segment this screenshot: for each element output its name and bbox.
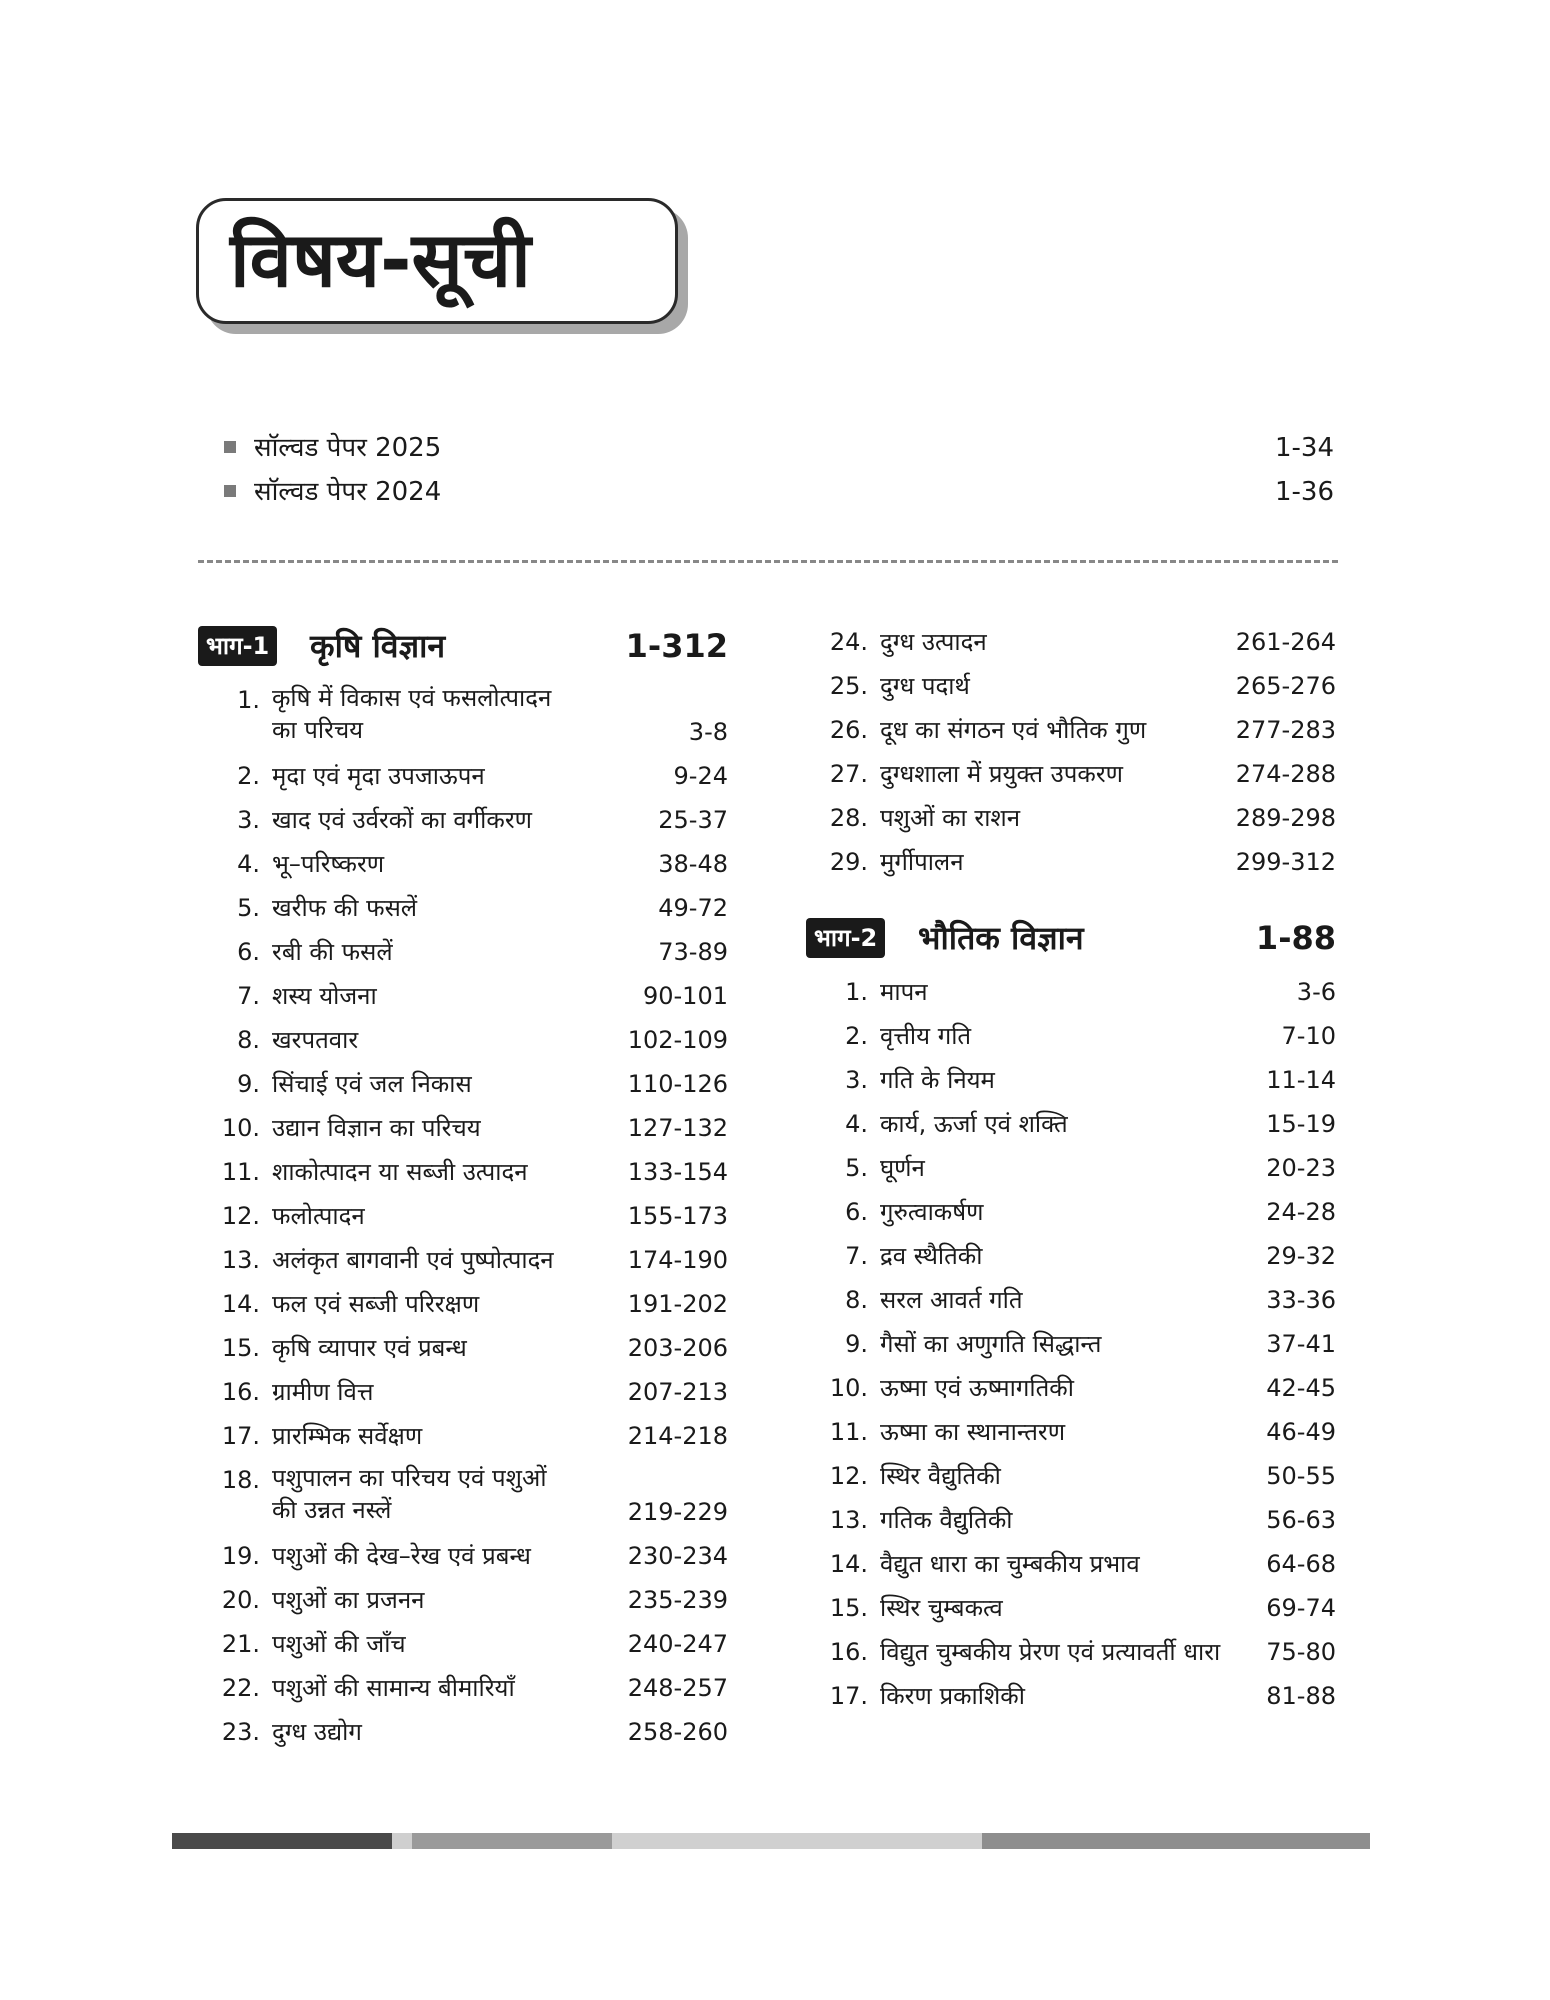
- chapter-pages: 33-36: [1266, 1286, 1336, 1314]
- chapter-title: किरण प्रकाशिकी: [880, 1682, 1025, 1710]
- part-2-chapter-list: [806, 970, 1336, 1718]
- chapter-pages: 46-49: [1266, 1418, 1336, 1446]
- chapter-row[interactable]: [806, 1498, 1336, 1542]
- chapter-pages: 3-8: [688, 718, 728, 746]
- chapter-row[interactable]: [198, 1062, 728, 1106]
- chapter-title: स्थिर चुम्बकत्व: [880, 1594, 1003, 1622]
- chapter-title: मापन: [880, 978, 928, 1006]
- chapter-row[interactable]: [806, 1146, 1336, 1190]
- chapter-title: कृषि व्यापार एवं प्रबन्ध: [272, 1334, 467, 1362]
- chapter-row[interactable]: [806, 1366, 1336, 1410]
- chapter-title: मुर्गीपालन: [880, 848, 964, 876]
- chapter-pages: 37-41: [1266, 1330, 1336, 1358]
- chapter-pages: 191-202: [627, 1290, 728, 1318]
- chapter-row[interactable]: [198, 1534, 728, 1578]
- chapter-pages: 127-132: [627, 1114, 728, 1142]
- chapter-title-line: पशुपालन का परिचय एवं पशुओं: [272, 1464, 547, 1492]
- chapter-pages: 3-6: [1296, 978, 1336, 1006]
- chapter-row[interactable]: [198, 1282, 728, 1326]
- solved-paper-label: सॉल्वड पेपर 2025: [254, 433, 442, 463]
- chapter-row[interactable]: [198, 1106, 728, 1150]
- chapter-pages: 90-101: [642, 982, 728, 1010]
- chapter-pages: 69-74: [1266, 1594, 1336, 1622]
- chapter-pages: 207-213: [627, 1378, 728, 1406]
- chapter-row[interactable]: [806, 752, 1336, 796]
- chapter-title: दुग्धशाला में प्रयुक्त उपकरण: [880, 760, 1124, 788]
- chapter-pages: 38-48: [658, 850, 728, 878]
- chapter-row[interactable]: [806, 1278, 1336, 1322]
- chapter-number: 14.: [221, 1290, 260, 1318]
- chapter-number: 8.: [845, 1286, 868, 1314]
- chapter-pages: 230-234: [627, 1542, 728, 1570]
- chapter-pages: 219-229: [627, 1498, 728, 1526]
- chapter-title: दुग्ध उद्योग: [272, 1718, 362, 1746]
- chapter-title: खाद एवं उर्वरकों का वर्गीकरण: [272, 806, 533, 834]
- chapter-pages: 289-298: [1235, 804, 1336, 832]
- solved-paper-row[interactable]: [224, 426, 1334, 470]
- chapter-title: प्रारम्भिक सर्वेक्षण: [272, 1422, 423, 1450]
- chapter-number: 6.: [845, 1198, 868, 1226]
- chapter-number: 16.: [829, 1638, 868, 1666]
- chapter-row[interactable]: [806, 1586, 1336, 1630]
- chapter-title: गैसों का अणुगति सिद्धान्त: [880, 1330, 1102, 1358]
- chapter-row[interactable]: [198, 974, 728, 1018]
- solved-paper-pages: 1-36: [1274, 477, 1334, 507]
- solved-paper-label: सॉल्वड पेपर 2024: [254, 477, 442, 507]
- chapter-pages: 9-24: [673, 762, 728, 790]
- chapter-pages: 20-23: [1266, 1154, 1336, 1182]
- chapter-pages: 277-283: [1235, 716, 1336, 744]
- chapter-title: गतिक वैद्युतिकी: [880, 1506, 1013, 1534]
- chapter-number: 10.: [829, 1374, 868, 1402]
- chapter-title: दुग्ध उत्पादन: [880, 628, 987, 656]
- dashed-divider: [198, 560, 1338, 563]
- chapter-row[interactable]: [806, 1058, 1336, 1102]
- chapter-number: 4.: [237, 850, 260, 878]
- chapter-pages: 50-55: [1266, 1462, 1336, 1490]
- chapter-pages: 248-257: [627, 1674, 728, 1702]
- square-bullet-icon: [224, 485, 236, 497]
- chapter-pages: 24-28: [1266, 1198, 1336, 1226]
- chapter-number: 1.: [845, 978, 868, 1006]
- footer-bar-segment: [392, 1833, 412, 1849]
- chapter-row[interactable]: [198, 1666, 728, 1710]
- chapter-row[interactable]: [198, 1710, 728, 1754]
- chapter-title: पशुओं का प्रजनन: [272, 1586, 425, 1614]
- chapter-title: स्थिर वैद्युतिकी: [880, 1462, 1001, 1490]
- chapter-number: 20.: [221, 1586, 260, 1614]
- chapter-title: सिंचाई एवं जल निकास: [272, 1070, 472, 1098]
- chapter-row[interactable]: [198, 1018, 728, 1062]
- chapter-pages: 155-173: [627, 1202, 728, 1230]
- footer-bar-segment: [612, 1833, 982, 1849]
- solved-paper-row[interactable]: [224, 470, 1334, 514]
- chapter-row[interactable]: [198, 1622, 728, 1666]
- chapter-number: 25.: [829, 672, 868, 700]
- chapter-pages: 64-68: [1266, 1550, 1336, 1578]
- chapter-number: 10.: [221, 1114, 260, 1142]
- chapter-row[interactable]: [806, 796, 1336, 840]
- chapter-title: वृत्तीय गति: [880, 1022, 972, 1050]
- chapter-number: 12.: [829, 1462, 868, 1490]
- chapter-number: 7.: [237, 982, 260, 1010]
- chapter-number: 17.: [829, 1682, 868, 1710]
- chapter-row[interactable]: [806, 1454, 1336, 1498]
- chapter-number: 23.: [221, 1718, 260, 1746]
- chapter-number: 22.: [221, 1674, 260, 1702]
- chapter-row[interactable]: [198, 798, 728, 842]
- chapter-row[interactable]: [198, 930, 728, 974]
- chapter-title-line: की उन्नत नस्लें: [272, 1496, 392, 1524]
- chapter-row[interactable]: [806, 1322, 1336, 1366]
- chapter-pages: 110-126: [627, 1070, 728, 1098]
- chapter-pages: 7-10: [1281, 1022, 1336, 1050]
- chapter-number: 11.: [829, 1418, 868, 1446]
- chapter-title: गुरुत्वाकर्षण: [880, 1198, 984, 1226]
- chapter-title: फलोत्पादन: [272, 1202, 365, 1230]
- chapter-pages: 75-80: [1266, 1638, 1336, 1666]
- chapter-title: दूध का संगठन एवं भौतिक गुण: [880, 716, 1147, 744]
- chapter-title-line: कृषि में विकास एवं फसलोत्पादन: [272, 684, 552, 712]
- chapter-pages: 25-37: [658, 806, 728, 834]
- chapter-number: 5.: [237, 894, 260, 922]
- chapter-row[interactable]: [198, 1150, 728, 1194]
- chapter-pages: 274-288: [1235, 760, 1336, 788]
- chapter-row[interactable]: [806, 1234, 1336, 1278]
- chapter-pages: 102-109: [627, 1026, 728, 1054]
- chapter-title: घूर्णन: [880, 1154, 925, 1182]
- part-1-header[interactable]: [198, 620, 728, 678]
- chapter-number: 2.: [845, 1022, 868, 1050]
- chapter-pages: 203-206: [627, 1334, 728, 1362]
- chapter-pages: 258-260: [627, 1718, 728, 1746]
- chapter-title: पशुओं का राशन: [880, 804, 1021, 832]
- chapter-number: 13.: [829, 1506, 868, 1534]
- chapter-pages: 49-72: [658, 894, 728, 922]
- chapter-pages: 73-89: [658, 938, 728, 966]
- chapter-number: 15.: [221, 1334, 260, 1362]
- chapter-row[interactable]: [198, 886, 728, 930]
- chapter-pages: 235-239: [627, 1586, 728, 1614]
- chapter-row[interactable]: [806, 1542, 1336, 1586]
- chapter-number: 3.: [237, 806, 260, 834]
- chapter-number: 24.: [829, 628, 868, 656]
- chapter-row[interactable]: [806, 840, 1336, 884]
- chapter-title: खरपतवार: [272, 1026, 359, 1054]
- chapter-number: 17.: [221, 1422, 260, 1450]
- solved-paper-pages: 1-34: [1274, 433, 1334, 463]
- chapter-pages: 240-247: [627, 1630, 728, 1658]
- footer-bar-segment: [172, 1833, 392, 1849]
- left-column: [198, 620, 728, 1754]
- footer-bar-segment: [982, 1833, 1370, 1849]
- part-1-title: कृषि विज्ञान: [310, 627, 446, 665]
- chapter-row[interactable]: [806, 708, 1336, 752]
- chapter-number: 6.: [237, 938, 260, 966]
- chapter-title: गति के नियम: [880, 1066, 995, 1094]
- chapter-title: ऊष्मा का स्थानान्तरण: [880, 1418, 1066, 1446]
- chapter-title: दुग्ध पदार्थ: [880, 672, 970, 700]
- chapter-number: 8.: [237, 1026, 260, 1054]
- part-1-badge: भाग-1: [198, 626, 277, 666]
- chapter-pages: 29-32: [1266, 1242, 1336, 1270]
- chapter-title: कार्य, ऊर्जा एवं शक्ति: [880, 1110, 1068, 1138]
- chapter-row[interactable]: [806, 1630, 1336, 1674]
- right-column: [806, 620, 1336, 1718]
- chapter-pages: 265-276: [1235, 672, 1336, 700]
- chapter-title: विद्युत चुम्बकीय प्रेरण एवं प्रत्यावर्ती धारा: [880, 1638, 1221, 1666]
- chapter-title-line: का परिचय: [272, 716, 364, 744]
- chapter-title: पशुओं की जाँच: [272, 1630, 406, 1658]
- chapter-title: सरल आवर्त गति: [880, 1286, 1023, 1314]
- chapter-title: मृदा एवं मृदा उपजाऊपन: [272, 762, 485, 790]
- part-2-pages: 1-88: [1255, 919, 1336, 957]
- part-2-header[interactable]: [806, 912, 1336, 970]
- chapter-pages: 133-154: [627, 1158, 728, 1186]
- chapter-pages: 15-19: [1266, 1110, 1336, 1138]
- chapter-pages: 174-190: [627, 1246, 728, 1274]
- chapter-row[interactable]: [198, 1238, 728, 1282]
- chapter-number: 1.: [237, 686, 260, 714]
- chapter-number: 9.: [237, 1070, 260, 1098]
- chapter-number: 14.: [829, 1550, 868, 1578]
- chapter-number: 16.: [221, 1378, 260, 1406]
- chapter-title: द्रव स्थैतिकी: [880, 1242, 983, 1270]
- part-1-chapter-list: [198, 678, 728, 1754]
- chapter-row[interactable]: [198, 1458, 728, 1534]
- chapter-row[interactable]: [806, 1410, 1336, 1454]
- chapter-pages: 81-88: [1266, 1682, 1336, 1710]
- chapter-pages: 11-14: [1266, 1066, 1336, 1094]
- chapter-number: 27.: [829, 760, 868, 788]
- chapter-title: रबी की फसलें: [272, 938, 393, 966]
- chapter-row[interactable]: [198, 1370, 728, 1414]
- chapter-number: 3.: [845, 1066, 868, 1094]
- chapter-row[interactable]: [806, 1102, 1336, 1146]
- chapter-number: 18.: [221, 1466, 260, 1494]
- part-1-continued-list: [806, 620, 1336, 884]
- part-2-title: भौतिक विज्ञान: [918, 919, 1084, 957]
- solved-papers-list: [224, 426, 1334, 514]
- square-bullet-icon: [224, 441, 236, 453]
- chapter-row[interactable]: [198, 678, 728, 754]
- chapter-row[interactable]: [198, 842, 728, 886]
- chapter-row[interactable]: [198, 1414, 728, 1458]
- chapter-pages: 56-63: [1266, 1506, 1336, 1534]
- chapter-row[interactable]: [806, 1674, 1336, 1718]
- chapter-row[interactable]: [806, 620, 1336, 664]
- chapter-number: 4.: [845, 1110, 868, 1138]
- chapter-number: 29.: [829, 848, 868, 876]
- chapter-number: 2.: [237, 762, 260, 790]
- chapter-title: ग्रामीण वित्त: [272, 1378, 374, 1406]
- chapter-number: 19.: [221, 1542, 260, 1570]
- chapter-row[interactable]: [806, 1190, 1336, 1234]
- chapter-title: पशुओं की सामान्य बीमारियाँ: [272, 1674, 515, 1702]
- chapter-pages: 261-264: [1235, 628, 1336, 656]
- part-2-badge: भाग-2: [806, 918, 885, 958]
- chapter-number: 7.: [845, 1242, 868, 1270]
- chapter-title: पशुओं की देख–रेख एवं प्रबन्ध: [272, 1542, 531, 1570]
- chapter-row[interactable]: [198, 1578, 728, 1622]
- chapter-title: अलंकृत बागवानी एवं पुष्पोत्पादन: [272, 1246, 554, 1274]
- chapter-number: 11.: [221, 1158, 260, 1186]
- chapter-number: 15.: [829, 1594, 868, 1622]
- chapter-title: शाकोत्पादन या सब्जी उत्पादन: [272, 1158, 528, 1186]
- footer-bar-segment: [412, 1833, 612, 1849]
- chapter-title: [272, 682, 551, 746]
- chapter-number: 12.: [221, 1202, 260, 1230]
- chapter-row[interactable]: [198, 1194, 728, 1238]
- chapter-title: [272, 1462, 546, 1526]
- chapter-title: ऊष्मा एवं ऊष्मागतिकी: [880, 1374, 1074, 1402]
- chapter-row[interactable]: [806, 664, 1336, 708]
- page-title: विषय-सूची: [230, 215, 531, 304]
- chapter-row[interactable]: [198, 1326, 728, 1370]
- chapter-title: खरीफ की फसलें: [272, 894, 418, 922]
- chapter-number: 28.: [829, 804, 868, 832]
- chapter-row[interactable]: [806, 1014, 1336, 1058]
- chapter-title: वैद्युत धारा का चुम्बकीय प्रभाव: [880, 1550, 1140, 1578]
- chapter-pages: 42-45: [1266, 1374, 1336, 1402]
- chapter-pages: 299-312: [1235, 848, 1336, 876]
- part-1-pages: 1-312: [625, 627, 728, 665]
- chapter-title: भू–परिष्करण: [272, 850, 385, 878]
- chapter-title: शस्य योजना: [272, 982, 377, 1010]
- chapter-title: फल एवं सब्जी परिरक्षण: [272, 1290, 480, 1318]
- chapter-number: 21.: [221, 1630, 260, 1658]
- chapter-number: 5.: [845, 1154, 868, 1182]
- chapter-row[interactable]: [198, 754, 728, 798]
- chapter-number: 13.: [221, 1246, 260, 1274]
- chapter-number: 26.: [829, 716, 868, 744]
- chapter-number: 9.: [845, 1330, 868, 1358]
- chapter-pages: 214-218: [627, 1422, 728, 1450]
- chapter-row[interactable]: [806, 970, 1336, 1014]
- chapter-title: उद्यान विज्ञान का परिचय: [272, 1114, 481, 1142]
